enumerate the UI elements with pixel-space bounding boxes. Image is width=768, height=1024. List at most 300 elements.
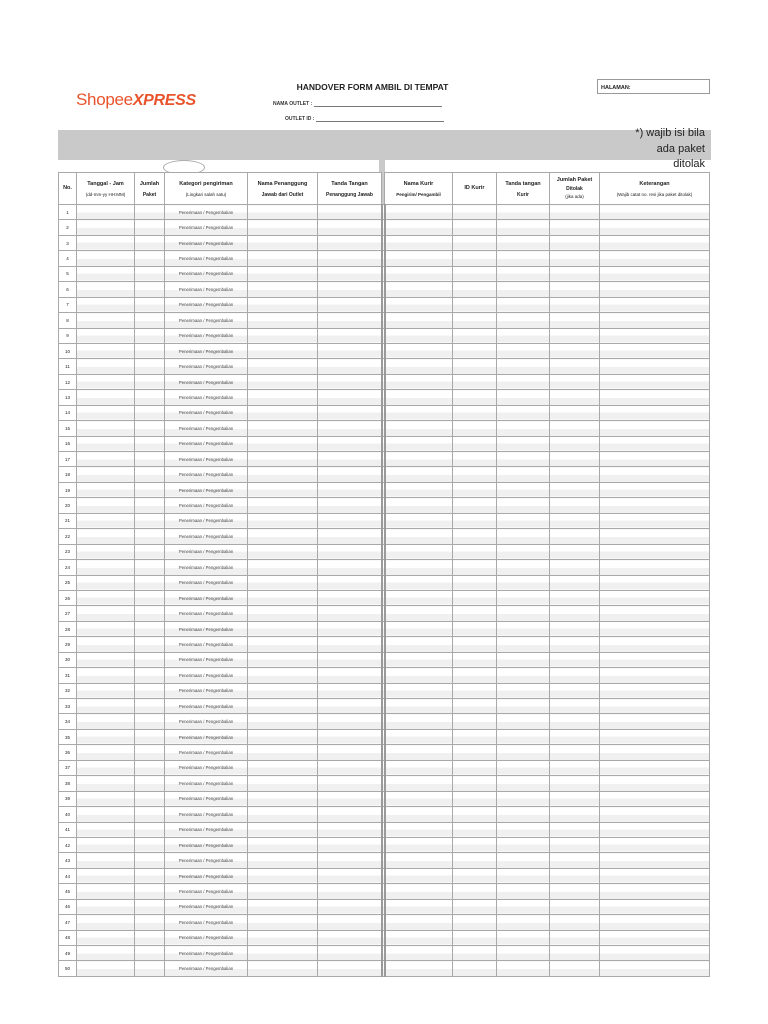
nama-penanggung-jawab-cell[interactable] xyxy=(248,899,318,914)
keterangan-cell[interactable] xyxy=(600,868,710,883)
ttd-kurir-cell[interactable] xyxy=(497,652,550,667)
ttd-penanggung-jawab-cell[interactable] xyxy=(318,498,382,513)
keterangan-cell[interactable] xyxy=(600,760,710,775)
tanggal-jam-cell[interactable] xyxy=(77,560,135,575)
tanggal-jam-cell[interactable] xyxy=(77,791,135,806)
nama-penanggung-jawab-cell[interactable] xyxy=(248,590,318,605)
ttd-kurir-cell[interactable] xyxy=(497,915,550,930)
tanggal-jam-cell[interactable] xyxy=(77,467,135,482)
jumlah-paket-cell[interactable] xyxy=(135,421,165,436)
kategori-cell[interactable]: Penerimaan / Pengembalian xyxy=(165,776,248,791)
nama-penanggung-jawab-cell[interactable] xyxy=(248,946,318,961)
keterangan-cell[interactable] xyxy=(600,837,710,852)
id-kurir-cell[interactable] xyxy=(453,714,497,729)
nama-penanggung-jawab-cell[interactable] xyxy=(248,374,318,389)
keterangan-cell[interactable] xyxy=(600,899,710,914)
jumlah-paket-cell[interactable] xyxy=(135,251,165,266)
ttd-penanggung-jawab-cell[interactable] xyxy=(318,714,382,729)
ttd-penanggung-jawab-cell[interactable] xyxy=(318,837,382,852)
jumlah-ditolak-cell[interactable] xyxy=(550,513,600,528)
jumlah-paket-cell[interactable] xyxy=(135,405,165,420)
ttd-kurir-cell[interactable] xyxy=(497,220,550,235)
kategori-cell[interactable]: Penerimaan / Pengembalian xyxy=(165,930,248,945)
tanggal-jam-cell[interactable] xyxy=(77,729,135,744)
jumlah-ditolak-cell[interactable] xyxy=(550,544,600,559)
ttd-kurir-cell[interactable] xyxy=(497,868,550,883)
ttd-kurir-cell[interactable] xyxy=(497,961,550,976)
keterangan-cell[interactable] xyxy=(600,606,710,621)
jumlah-paket-cell[interactable] xyxy=(135,884,165,899)
nama-kurir-cell[interactable] xyxy=(385,637,453,652)
ttd-kurir-cell[interactable] xyxy=(497,946,550,961)
nama-penanggung-jawab-cell[interactable] xyxy=(248,714,318,729)
nama-kurir-cell[interactable] xyxy=(385,699,453,714)
keterangan-cell[interactable] xyxy=(600,467,710,482)
keterangan-cell[interactable] xyxy=(600,729,710,744)
jumlah-ditolak-cell[interactable] xyxy=(550,930,600,945)
kategori-cell[interactable]: Penerimaan / Pengembalian xyxy=(165,745,248,760)
jumlah-ditolak-cell[interactable] xyxy=(550,421,600,436)
tanggal-jam-cell[interactable] xyxy=(77,390,135,405)
ttd-kurir-cell[interactable] xyxy=(497,884,550,899)
jumlah-paket-cell[interactable] xyxy=(135,482,165,497)
nama-penanggung-jawab-cell[interactable] xyxy=(248,467,318,482)
id-kurir-cell[interactable] xyxy=(453,807,497,822)
keterangan-cell[interactable] xyxy=(600,637,710,652)
jumlah-ditolak-cell[interactable] xyxy=(550,961,600,976)
keterangan-cell[interactable] xyxy=(600,498,710,513)
kategori-cell[interactable]: Penerimaan / Pengembalian xyxy=(165,282,248,297)
nama-penanggung-jawab-cell[interactable] xyxy=(248,328,318,343)
ttd-kurir-cell[interactable] xyxy=(497,251,550,266)
ttd-kurir-cell[interactable] xyxy=(497,313,550,328)
kategori-cell[interactable]: Penerimaan / Pengembalian xyxy=(165,328,248,343)
keterangan-cell[interactable] xyxy=(600,313,710,328)
jumlah-paket-cell[interactable] xyxy=(135,513,165,528)
tanggal-jam-cell[interactable] xyxy=(77,328,135,343)
jumlah-ditolak-cell[interactable] xyxy=(550,452,600,467)
tanggal-jam-cell[interactable] xyxy=(77,652,135,667)
nama-kurir-cell[interactable] xyxy=(385,374,453,389)
ttd-kurir-cell[interactable] xyxy=(497,390,550,405)
nama-penanggung-jawab-cell[interactable] xyxy=(248,313,318,328)
tanggal-jam-cell[interactable] xyxy=(77,621,135,636)
kategori-cell[interactable]: Penerimaan / Pengembalian xyxy=(165,374,248,389)
keterangan-cell[interactable] xyxy=(600,915,710,930)
jumlah-paket-cell[interactable] xyxy=(135,961,165,976)
id-kurir-cell[interactable] xyxy=(453,915,497,930)
keterangan-cell[interactable] xyxy=(600,853,710,868)
kategori-cell[interactable]: Penerimaan / Pengembalian xyxy=(165,699,248,714)
kategori-cell[interactable]: Penerimaan / Pengembalian xyxy=(165,946,248,961)
nama-kurir-cell[interactable] xyxy=(385,930,453,945)
ttd-kurir-cell[interactable] xyxy=(497,760,550,775)
keterangan-cell[interactable] xyxy=(600,529,710,544)
id-kurir-cell[interactable] xyxy=(453,235,497,250)
nama-kurir-cell[interactable] xyxy=(385,560,453,575)
nama-penanggung-jawab-cell[interactable] xyxy=(248,452,318,467)
nama-kurir-cell[interactable] xyxy=(385,328,453,343)
tanggal-jam-cell[interactable] xyxy=(77,637,135,652)
tanggal-jam-cell[interactable] xyxy=(77,575,135,590)
ttd-penanggung-jawab-cell[interactable] xyxy=(318,668,382,683)
id-kurir-cell[interactable] xyxy=(453,343,497,358)
keterangan-cell[interactable] xyxy=(600,452,710,467)
id-kurir-cell[interactable] xyxy=(453,884,497,899)
ttd-penanggung-jawab-cell[interactable] xyxy=(318,760,382,775)
jumlah-paket-cell[interactable] xyxy=(135,621,165,636)
tanggal-jam-cell[interactable] xyxy=(77,313,135,328)
keterangan-cell[interactable] xyxy=(600,436,710,451)
id-kurir-cell[interactable] xyxy=(453,961,497,976)
jumlah-paket-cell[interactable] xyxy=(135,668,165,683)
nama-penanggung-jawab-cell[interactable] xyxy=(248,575,318,590)
ttd-penanggung-jawab-cell[interactable] xyxy=(318,421,382,436)
nama-kurir-cell[interactable] xyxy=(385,590,453,605)
id-kurir-cell[interactable] xyxy=(453,621,497,636)
ttd-penanggung-jawab-cell[interactable] xyxy=(318,699,382,714)
ttd-kurir-cell[interactable] xyxy=(497,668,550,683)
jumlah-paket-cell[interactable] xyxy=(135,930,165,945)
kategori-cell[interactable]: Penerimaan / Pengembalian xyxy=(165,760,248,775)
kategori-cell[interactable]: Penerimaan / Pengembalian xyxy=(165,498,248,513)
id-kurir-cell[interactable] xyxy=(453,220,497,235)
kategori-cell[interactable]: Penerimaan / Pengembalian xyxy=(165,235,248,250)
id-kurir-cell[interactable] xyxy=(453,729,497,744)
tanggal-jam-cell[interactable] xyxy=(77,498,135,513)
keterangan-cell[interactable] xyxy=(600,776,710,791)
id-kurir-cell[interactable] xyxy=(453,513,497,528)
ttd-penanggung-jawab-cell[interactable] xyxy=(318,683,382,698)
nama-kurir-cell[interactable] xyxy=(385,436,453,451)
jumlah-paket-cell[interactable] xyxy=(135,899,165,914)
tanggal-jam-cell[interactable] xyxy=(77,421,135,436)
keterangan-cell[interactable] xyxy=(600,421,710,436)
jumlah-ditolak-cell[interactable] xyxy=(550,729,600,744)
kategori-cell[interactable]: Penerimaan / Pengembalian xyxy=(165,405,248,420)
jumlah-paket-cell[interactable] xyxy=(135,328,165,343)
tanggal-jam-cell[interactable] xyxy=(77,220,135,235)
ttd-penanggung-jawab-cell[interactable] xyxy=(318,374,382,389)
ttd-penanggung-jawab-cell[interactable] xyxy=(318,467,382,482)
id-kurir-cell[interactable] xyxy=(453,313,497,328)
ttd-penanggung-jawab-cell[interactable] xyxy=(318,452,382,467)
id-kurir-cell[interactable] xyxy=(453,405,497,420)
ttd-kurir-cell[interactable] xyxy=(497,560,550,575)
jumlah-paket-cell[interactable] xyxy=(135,452,165,467)
ttd-penanggung-jawab-cell[interactable] xyxy=(318,822,382,837)
nama-kurir-cell[interactable] xyxy=(385,297,453,312)
tanggal-jam-cell[interactable] xyxy=(77,266,135,281)
nama-kurir-cell[interactable] xyxy=(385,421,453,436)
jumlah-ditolak-cell[interactable] xyxy=(550,637,600,652)
tanggal-jam-cell[interactable] xyxy=(77,251,135,266)
tanggal-jam-cell[interactable] xyxy=(77,343,135,358)
tanggal-jam-cell[interactable] xyxy=(77,946,135,961)
nama-kurir-cell[interactable] xyxy=(385,853,453,868)
id-kurir-cell[interactable] xyxy=(453,436,497,451)
jumlah-paket-cell[interactable] xyxy=(135,946,165,961)
jumlah-paket-cell[interactable] xyxy=(135,235,165,250)
nama-kurir-cell[interactable] xyxy=(385,714,453,729)
ttd-penanggung-jawab-cell[interactable] xyxy=(318,884,382,899)
outlet-id-line[interactable] xyxy=(316,116,444,122)
id-kurir-cell[interactable] xyxy=(453,575,497,590)
nama-kurir-cell[interactable] xyxy=(385,915,453,930)
nama-kurir-cell[interactable] xyxy=(385,776,453,791)
id-kurir-cell[interactable] xyxy=(453,946,497,961)
keterangan-cell[interactable] xyxy=(600,590,710,605)
keterangan-cell[interactable] xyxy=(600,791,710,806)
ttd-kurir-cell[interactable] xyxy=(497,837,550,852)
tanggal-jam-cell[interactable] xyxy=(77,683,135,698)
nama-kurir-cell[interactable] xyxy=(385,807,453,822)
id-kurir-cell[interactable] xyxy=(453,699,497,714)
nama-penanggung-jawab-cell[interactable] xyxy=(248,915,318,930)
tanggal-jam-cell[interactable] xyxy=(77,961,135,976)
nama-kurir-cell[interactable] xyxy=(385,652,453,667)
ttd-kurir-cell[interactable] xyxy=(497,282,550,297)
nama-penanggung-jawab-cell[interactable] xyxy=(248,297,318,312)
id-kurir-cell[interactable] xyxy=(453,760,497,775)
kategori-cell[interactable]: Penerimaan / Pengembalian xyxy=(165,899,248,914)
ttd-kurir-cell[interactable] xyxy=(497,699,550,714)
tanggal-jam-cell[interactable] xyxy=(77,297,135,312)
nama-penanggung-jawab-cell[interactable] xyxy=(248,513,318,528)
ttd-penanggung-jawab-cell[interactable] xyxy=(318,853,382,868)
id-kurir-cell[interactable] xyxy=(453,868,497,883)
ttd-penanggung-jawab-cell[interactable] xyxy=(318,899,382,914)
nama-kurir-cell[interactable] xyxy=(385,899,453,914)
keterangan-cell[interactable] xyxy=(600,560,710,575)
keterangan-cell[interactable] xyxy=(600,482,710,497)
jumlah-ditolak-cell[interactable] xyxy=(550,374,600,389)
keterangan-cell[interactable] xyxy=(600,652,710,667)
kategori-cell[interactable]: Penerimaan / Pengembalian xyxy=(165,915,248,930)
id-kurir-cell[interactable] xyxy=(453,328,497,343)
id-kurir-cell[interactable] xyxy=(453,683,497,698)
ttd-penanggung-jawab-cell[interactable] xyxy=(318,313,382,328)
keterangan-cell[interactable] xyxy=(600,390,710,405)
ttd-kurir-cell[interactable] xyxy=(497,621,550,636)
jumlah-paket-cell[interactable] xyxy=(135,359,165,374)
nama-penanggung-jawab-cell[interactable] xyxy=(248,637,318,652)
jumlah-paket-cell[interactable] xyxy=(135,807,165,822)
nama-penanggung-jawab-cell[interactable] xyxy=(248,884,318,899)
tanggal-jam-cell[interactable] xyxy=(77,714,135,729)
jumlah-ditolak-cell[interactable] xyxy=(550,899,600,914)
ttd-kurir-cell[interactable] xyxy=(497,235,550,250)
jumlah-paket-cell[interactable] xyxy=(135,343,165,358)
id-kurir-cell[interactable] xyxy=(453,251,497,266)
nama-kurir-cell[interactable] xyxy=(385,482,453,497)
nama-kurir-cell[interactable] xyxy=(385,575,453,590)
id-kurir-cell[interactable] xyxy=(453,791,497,806)
keterangan-cell[interactable] xyxy=(600,251,710,266)
nama-kurir-cell[interactable] xyxy=(385,390,453,405)
tanggal-jam-cell[interactable] xyxy=(77,374,135,389)
nama-kurir-cell[interactable] xyxy=(385,822,453,837)
jumlah-ditolak-cell[interactable] xyxy=(550,868,600,883)
kategori-cell[interactable]: Penerimaan / Pengembalian xyxy=(165,482,248,497)
nama-kurir-cell[interactable] xyxy=(385,313,453,328)
nama-kurir-cell[interactable] xyxy=(385,343,453,358)
jumlah-ditolak-cell[interactable] xyxy=(550,343,600,358)
nama-kurir-cell[interactable] xyxy=(385,745,453,760)
ttd-kurir-cell[interactable] xyxy=(497,529,550,544)
keterangan-cell[interactable] xyxy=(600,575,710,590)
jumlah-ditolak-cell[interactable] xyxy=(550,297,600,312)
jumlah-ditolak-cell[interactable] xyxy=(550,467,600,482)
jumlah-ditolak-cell[interactable] xyxy=(550,498,600,513)
jumlah-ditolak-cell[interactable] xyxy=(550,590,600,605)
jumlah-ditolak-cell[interactable] xyxy=(550,205,600,220)
jumlah-ditolak-cell[interactable] xyxy=(550,390,600,405)
tanggal-jam-cell[interactable] xyxy=(77,868,135,883)
jumlah-paket-cell[interactable] xyxy=(135,575,165,590)
jumlah-paket-cell[interactable] xyxy=(135,606,165,621)
nama-penanggung-jawab-cell[interactable] xyxy=(248,668,318,683)
jumlah-ditolak-cell[interactable] xyxy=(550,853,600,868)
ttd-kurir-cell[interactable] xyxy=(497,421,550,436)
jumlah-paket-cell[interactable] xyxy=(135,529,165,544)
nama-kurir-cell[interactable] xyxy=(385,282,453,297)
ttd-kurir-cell[interactable] xyxy=(497,544,550,559)
jumlah-paket-cell[interactable] xyxy=(135,776,165,791)
kategori-cell[interactable]: Penerimaan / Pengembalian xyxy=(165,452,248,467)
nama-outlet-field[interactable] xyxy=(273,101,442,107)
id-kurir-cell[interactable] xyxy=(453,282,497,297)
id-kurir-cell[interactable] xyxy=(453,266,497,281)
ttd-penanggung-jawab-cell[interactable] xyxy=(318,220,382,235)
kategori-cell[interactable]: Penerimaan / Pengembalian xyxy=(165,266,248,281)
keterangan-cell[interactable] xyxy=(600,343,710,358)
nama-penanggung-jawab-cell[interactable] xyxy=(248,745,318,760)
ttd-penanggung-jawab-cell[interactable] xyxy=(318,282,382,297)
nama-penanggung-jawab-cell[interactable] xyxy=(248,652,318,667)
id-kurir-cell[interactable] xyxy=(453,822,497,837)
nama-penanggung-jawab-cell[interactable] xyxy=(248,791,318,806)
nama-kurir-cell[interactable] xyxy=(385,729,453,744)
id-kurir-cell[interactable] xyxy=(453,529,497,544)
jumlah-paket-cell[interactable] xyxy=(135,390,165,405)
ttd-penanggung-jawab-cell[interactable] xyxy=(318,745,382,760)
ttd-kurir-cell[interactable] xyxy=(497,899,550,914)
keterangan-cell[interactable] xyxy=(600,822,710,837)
jumlah-ditolak-cell[interactable] xyxy=(550,282,600,297)
nama-kurir-cell[interactable] xyxy=(385,359,453,374)
tanggal-jam-cell[interactable] xyxy=(77,837,135,852)
ttd-penanggung-jawab-cell[interactable] xyxy=(318,343,382,358)
jumlah-ditolak-cell[interactable] xyxy=(550,946,600,961)
keterangan-cell[interactable] xyxy=(600,374,710,389)
jumlah-paket-cell[interactable] xyxy=(135,297,165,312)
jumlah-paket-cell[interactable] xyxy=(135,915,165,930)
nama-kurir-cell[interactable] xyxy=(385,266,453,281)
id-kurir-cell[interactable] xyxy=(453,421,497,436)
id-kurir-cell[interactable] xyxy=(453,668,497,683)
ttd-penanggung-jawab-cell[interactable] xyxy=(318,590,382,605)
jumlah-paket-cell[interactable] xyxy=(135,637,165,652)
jumlah-ditolak-cell[interactable] xyxy=(550,699,600,714)
id-kurir-cell[interactable] xyxy=(453,899,497,914)
tanggal-jam-cell[interactable] xyxy=(77,452,135,467)
kategori-cell[interactable]: Penerimaan / Pengembalian xyxy=(165,436,248,451)
tanggal-jam-cell[interactable] xyxy=(77,668,135,683)
ttd-penanggung-jawab-cell[interactable] xyxy=(318,390,382,405)
jumlah-paket-cell[interactable] xyxy=(135,745,165,760)
jumlah-paket-cell[interactable] xyxy=(135,837,165,852)
id-kurir-cell[interactable] xyxy=(453,837,497,852)
id-kurir-cell[interactable] xyxy=(453,606,497,621)
jumlah-paket-cell[interactable] xyxy=(135,313,165,328)
nama-penanggung-jawab-cell[interactable] xyxy=(248,482,318,497)
jumlah-ditolak-cell[interactable] xyxy=(550,606,600,621)
jumlah-ditolak-cell[interactable] xyxy=(550,807,600,822)
jumlah-ditolak-cell[interactable] xyxy=(550,776,600,791)
ttd-kurir-cell[interactable] xyxy=(497,343,550,358)
nama-penanggung-jawab-cell[interactable] xyxy=(248,251,318,266)
tanggal-jam-cell[interactable] xyxy=(77,807,135,822)
outlet-id-field[interactable] xyxy=(285,116,444,122)
jumlah-ditolak-cell[interactable] xyxy=(550,745,600,760)
nama-penanggung-jawab-cell[interactable] xyxy=(248,776,318,791)
id-kurir-cell[interactable] xyxy=(453,297,497,312)
nama-penanggung-jawab-cell[interactable] xyxy=(248,807,318,822)
id-kurir-cell[interactable] xyxy=(453,498,497,513)
ttd-kurir-cell[interactable] xyxy=(497,590,550,605)
nama-penanggung-jawab-cell[interactable] xyxy=(248,266,318,281)
jumlah-paket-cell[interactable] xyxy=(135,374,165,389)
kategori-cell[interactable]: Penerimaan / Pengembalian xyxy=(165,637,248,652)
nama-penanggung-jawab-cell[interactable] xyxy=(248,837,318,852)
kategori-cell[interactable]: Penerimaan / Pengembalian xyxy=(165,621,248,636)
jumlah-ditolak-cell[interactable] xyxy=(550,405,600,420)
kategori-cell[interactable]: Penerimaan / Pengembalian xyxy=(165,467,248,482)
id-kurir-cell[interactable] xyxy=(453,745,497,760)
nama-kurir-cell[interactable] xyxy=(385,791,453,806)
nama-penanggung-jawab-cell[interactable] xyxy=(248,343,318,358)
kategori-cell[interactable]: Penerimaan / Pengembalian xyxy=(165,714,248,729)
nama-penanggung-jawab-cell[interactable] xyxy=(248,235,318,250)
keterangan-cell[interactable] xyxy=(600,946,710,961)
nama-kurir-cell[interactable] xyxy=(385,220,453,235)
ttd-kurir-cell[interactable] xyxy=(497,745,550,760)
kategori-cell[interactable]: Penerimaan / Pengembalian xyxy=(165,683,248,698)
jumlah-ditolak-cell[interactable] xyxy=(550,251,600,266)
tanggal-jam-cell[interactable] xyxy=(77,235,135,250)
tanggal-jam-cell[interactable] xyxy=(77,699,135,714)
ttd-kurir-cell[interactable] xyxy=(497,452,550,467)
kategori-cell[interactable]: Penerimaan / Pengembalian xyxy=(165,251,248,266)
kategori-cell[interactable]: Penerimaan / Pengembalian xyxy=(165,544,248,559)
ttd-kurir-cell[interactable] xyxy=(497,513,550,528)
tanggal-jam-cell[interactable] xyxy=(77,884,135,899)
nama-penanggung-jawab-cell[interactable] xyxy=(248,961,318,976)
ttd-kurir-cell[interactable] xyxy=(497,467,550,482)
ttd-kurir-cell[interactable] xyxy=(497,575,550,590)
nama-kurir-cell[interactable] xyxy=(385,544,453,559)
nama-penanggung-jawab-cell[interactable] xyxy=(248,436,318,451)
nama-penanggung-jawab-cell[interactable] xyxy=(248,699,318,714)
tanggal-jam-cell[interactable] xyxy=(77,529,135,544)
ttd-penanggung-jawab-cell[interactable] xyxy=(318,621,382,636)
nama-penanggung-jawab-cell[interactable] xyxy=(248,560,318,575)
ttd-penanggung-jawab-cell[interactable] xyxy=(318,868,382,883)
kategori-cell[interactable]: Penerimaan / Pengembalian xyxy=(165,961,248,976)
keterangan-cell[interactable] xyxy=(600,961,710,976)
id-kurir-cell[interactable] xyxy=(453,590,497,605)
